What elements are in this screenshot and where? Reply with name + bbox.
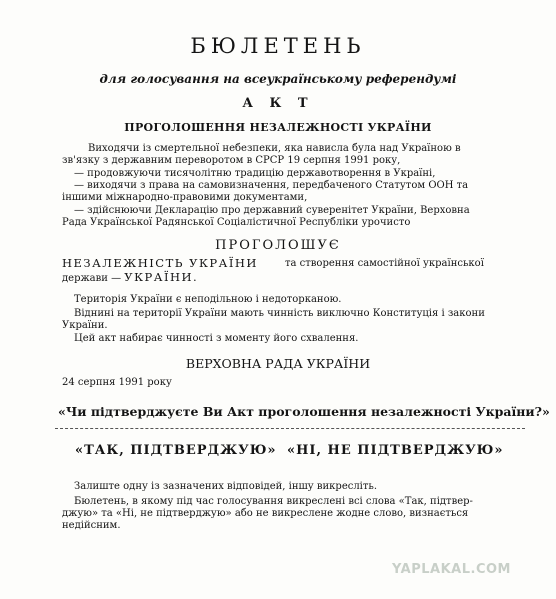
preamble-line: — продовжуючи тисячолітню традицію державотворення в Україні,: [74, 168, 436, 179]
independence-heading: НЕЗАЛЕЖНІСТЬ УКРАЇНИ: [62, 256, 258, 270]
instruction-line: Залиште одну із зазначених відповідей, іншу викресліть.: [74, 481, 378, 492]
act-title: ПРОГОЛОШЕННЯ НЕЗАЛЕЖНОСТІ УКРАЇНИ: [124, 121, 432, 134]
provision-line: Віднині на території України мають чинність виключно Конституція і закони: [74, 308, 485, 319]
preamble-line: Рада Української Радянської Соціалістичної Республіки урочисто: [62, 217, 411, 228]
instruction-line: Бюлетень, в якому під час голосування викреслені всі слова «Так, підтвер-: [74, 496, 473, 507]
preamble-line: — виходячи з права на самовизначення, передбаченого Статутом ООН та: [74, 180, 469, 191]
independence-text: та створення самостійної української: [285, 258, 484, 269]
instruction-line: джую» та «Ні, не підтверджую» або не викреслене жодне слово, визнається: [62, 508, 469, 519]
provision-line: Цей акт набирає чинності з моменту його схвалення.: [74, 333, 359, 344]
option-no[interactable]: «НІ, НЕ ПІДТВЕРДЖУЮ»: [287, 443, 504, 458]
preamble-line: зв'язку з державним переворотом в СРСР 19 серпня 1991 року,: [62, 155, 401, 166]
state-prefix: держави —: [62, 273, 125, 284]
divider-line: [55, 428, 525, 429]
preamble-line: іншими міжнародно-правовими документами,: [62, 192, 308, 203]
watermark-logo: YAPLAKAL.COM: [392, 562, 511, 577]
preamble-line: Виходячи із смертельної небезпеки, яка нависла була над Україною в: [88, 143, 461, 154]
act-date: 24 серпня 1991 року: [62, 377, 172, 388]
ballot-title: БЮЛЕТЕНЬ: [190, 34, 366, 58]
option-yes[interactable]: «ТАК, ПІДТВЕРДЖУЮ»: [75, 443, 277, 458]
signatory: ВЕРХОВНА РАДА УКРАЇНИ: [185, 356, 371, 371]
instruction-line: недійсним.: [62, 520, 121, 531]
ballot-subtitle: для голосування на всеукраїнському референдумі: [99, 72, 457, 86]
state-name: УКРАЇНИ.: [124, 270, 199, 284]
act-label: А К Т: [242, 96, 314, 111]
state-line: [62, 270, 198, 284]
provision-line: України.: [62, 320, 108, 331]
preamble-line: — здійснюючи Декларацію про державний суверенітет України, Верховна: [74, 205, 470, 216]
proclaims-heading: ПРОГОЛОШУЄ: [215, 238, 341, 253]
referendum-question: «Чи підтверджуєте Ви Акт проголошення незалежності України?»: [58, 404, 550, 419]
provision-line: Територія України є неподільною і недоторканою.: [74, 294, 342, 305]
